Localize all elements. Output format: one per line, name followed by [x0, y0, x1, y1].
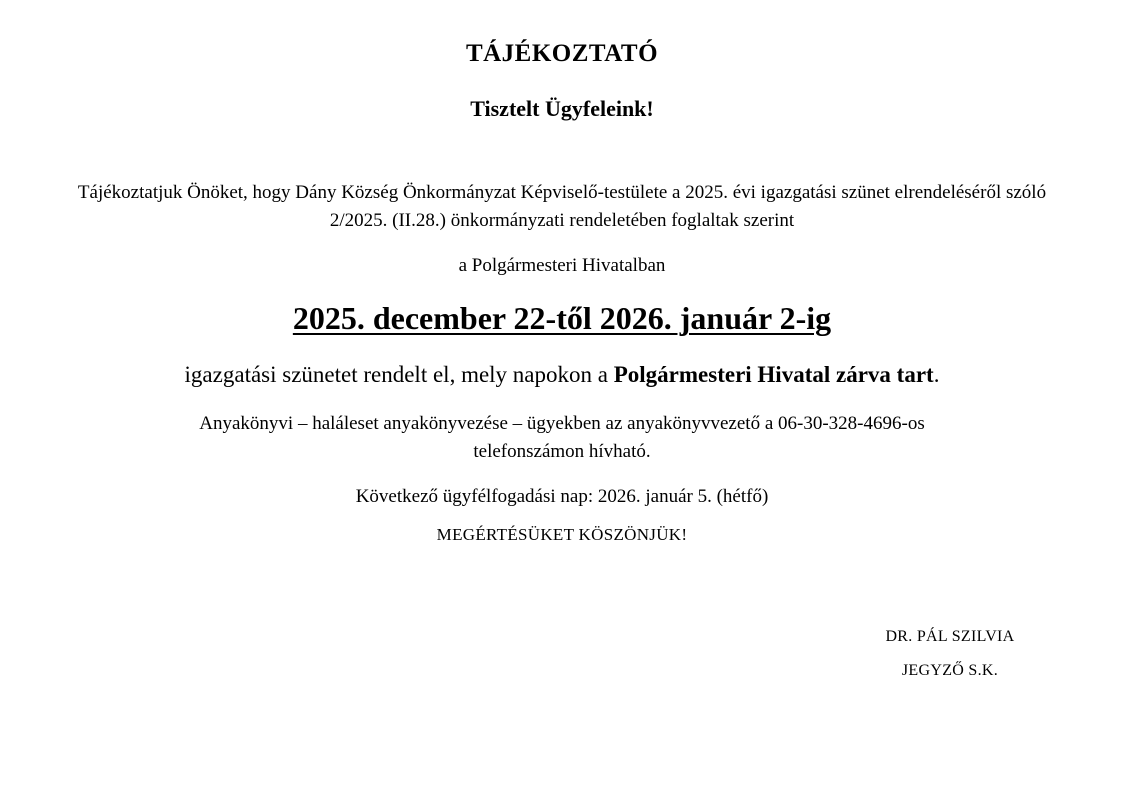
- thanks-line: MEGÉRTÉSÜKET KÖSZÖNJÜK!: [436, 525, 688, 544]
- next-reception-day: Következő ügyfélfogadási nap: 2026. január 5. (hétfő): [355, 486, 769, 507]
- registry-line-2: telefonszámon hívható.: [473, 441, 651, 462]
- closure-suffix: .: [933, 362, 940, 387]
- closure-dates: 2025. december 22-től 2026. január 2-ig: [292, 300, 832, 336]
- office-line: a Polgármesteri Hivatalban: [458, 255, 666, 276]
- signatory-name: DR. PÁL SZILVIA: [885, 628, 1015, 645]
- registry-line-1: Anyakönyvi – haláleset anyakönyvezése – ügyekben az anyakönyvvezető a 06-30-328-4696-os: [199, 413, 925, 434]
- closure-prefix: igazgatási szünetet rendelt el, mely napokon a: [184, 362, 614, 387]
- document-title: TÁJÉKOZTATÓ: [465, 40, 659, 67]
- intro-paragraph: Tájékoztatjuk Önöket, hogy Dány Község Önkormányzat Képviselő-testülete a 2025. évi igazgatási szünet elrendeléséről szóló 2/2025. (II.28.) önkormányzati rendeletében foglaltak szerint: [77, 182, 1047, 231]
- closure-emphasis: Polgármesteri Hivatal zárva tart: [613, 362, 934, 387]
- closure-statement: [0, 362, 1124, 388]
- signatory-title: JEGYZŐ S.K.: [901, 662, 999, 679]
- greeting: Tisztelt Ügyfeleink!: [470, 96, 654, 121]
- registry-info: [0, 410, 1124, 466]
